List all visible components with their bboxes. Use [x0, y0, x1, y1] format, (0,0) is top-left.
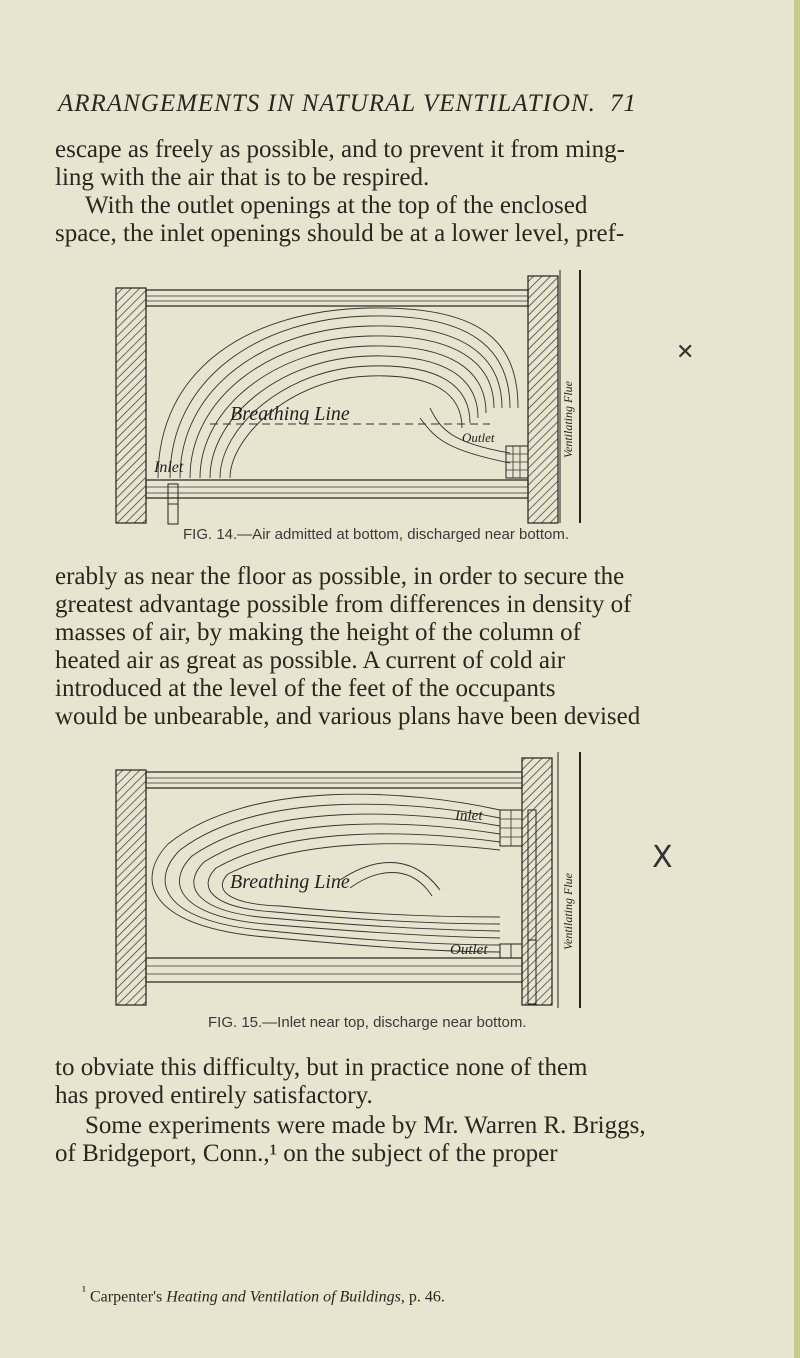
text-line: heated air as great as possible. A current of cold air — [55, 647, 566, 674]
text-line: Some experiments were made by Mr. Warren R. Briggs, — [85, 1112, 646, 1139]
figure-15-caption: FIG. 15.—Inlet near top, discharge near bottom. — [208, 1014, 527, 1031]
outlet-label: Outlet — [450, 942, 488, 958]
breathing-line-label: Breathing Line — [230, 871, 350, 893]
text-line: would be unbearable, and various plans have been devised — [55, 703, 641, 730]
paragraph-4 — [55, 1054, 760, 1110]
running-header — [58, 90, 758, 118]
text-line: of Bridgeport, Conn.,¹ on the subject of the proper — [55, 1140, 558, 1167]
figure-14 — [110, 258, 600, 526]
outlet-label: Outlet — [462, 430, 495, 445]
paragraph-2 — [55, 192, 760, 248]
page-number: 71 — [609, 90, 637, 117]
text-line: has proved entirely satisfactory. — [55, 1082, 373, 1109]
ventilating-flue-label: Ventilating Flue — [561, 381, 575, 458]
footnote — [82, 1283, 762, 1306]
page-edge — [794, 0, 800, 1358]
running-title: ARRANGEMENTS IN NATURAL VENTILATION. — [58, 90, 596, 117]
text-line: to obviate this difficulty, but in practice none of them — [55, 1054, 588, 1081]
inlet-label: Inlet — [455, 808, 483, 824]
text-line: ling with the air that is to be respired. — [55, 164, 430, 191]
paragraph-3 — [55, 563, 760, 731]
inlet-label: Inlet — [154, 459, 184, 476]
ventilating-flue-label: Ventilating Flue — [561, 873, 575, 950]
paragraph-1 — [55, 136, 760, 192]
text-line: space, the inlet openings should be at a lower level, pref- — [55, 220, 625, 247]
footnote-book-title: Heating and Ventilation of Buildings — [166, 1288, 401, 1306]
footnote-prefix: Carpenter's — [90, 1288, 167, 1306]
text-line: masses of air, by making the height of the column of — [55, 619, 581, 646]
text-line: greatest advantage possible from differences in density of — [55, 591, 632, 618]
figure-14-caption: FIG. 14.—Air admitted at bottom, discharged near bottom. — [183, 526, 570, 543]
footnote-suffix: , p. 46. — [400, 1288, 445, 1306]
text-line: With the outlet openings at the top of the enclosed — [85, 192, 588, 219]
footnote-marker: ¹ — [82, 1283, 86, 1298]
text-line: introduced at the level of the feet of the occupants — [55, 675, 556, 702]
paragraph-5 — [55, 1112, 760, 1168]
text-line: escape as freely as possible, and to prevent it from ming- — [55, 136, 625, 163]
figure-15 — [110, 740, 600, 1010]
margin-mark: X — [652, 840, 673, 875]
text-line: erably as near the floor as possible, in order to secure the — [55, 563, 625, 590]
margin-mark: ✕ — [676, 340, 695, 365]
breathing-line-label: Breathing Line — [230, 403, 350, 425]
